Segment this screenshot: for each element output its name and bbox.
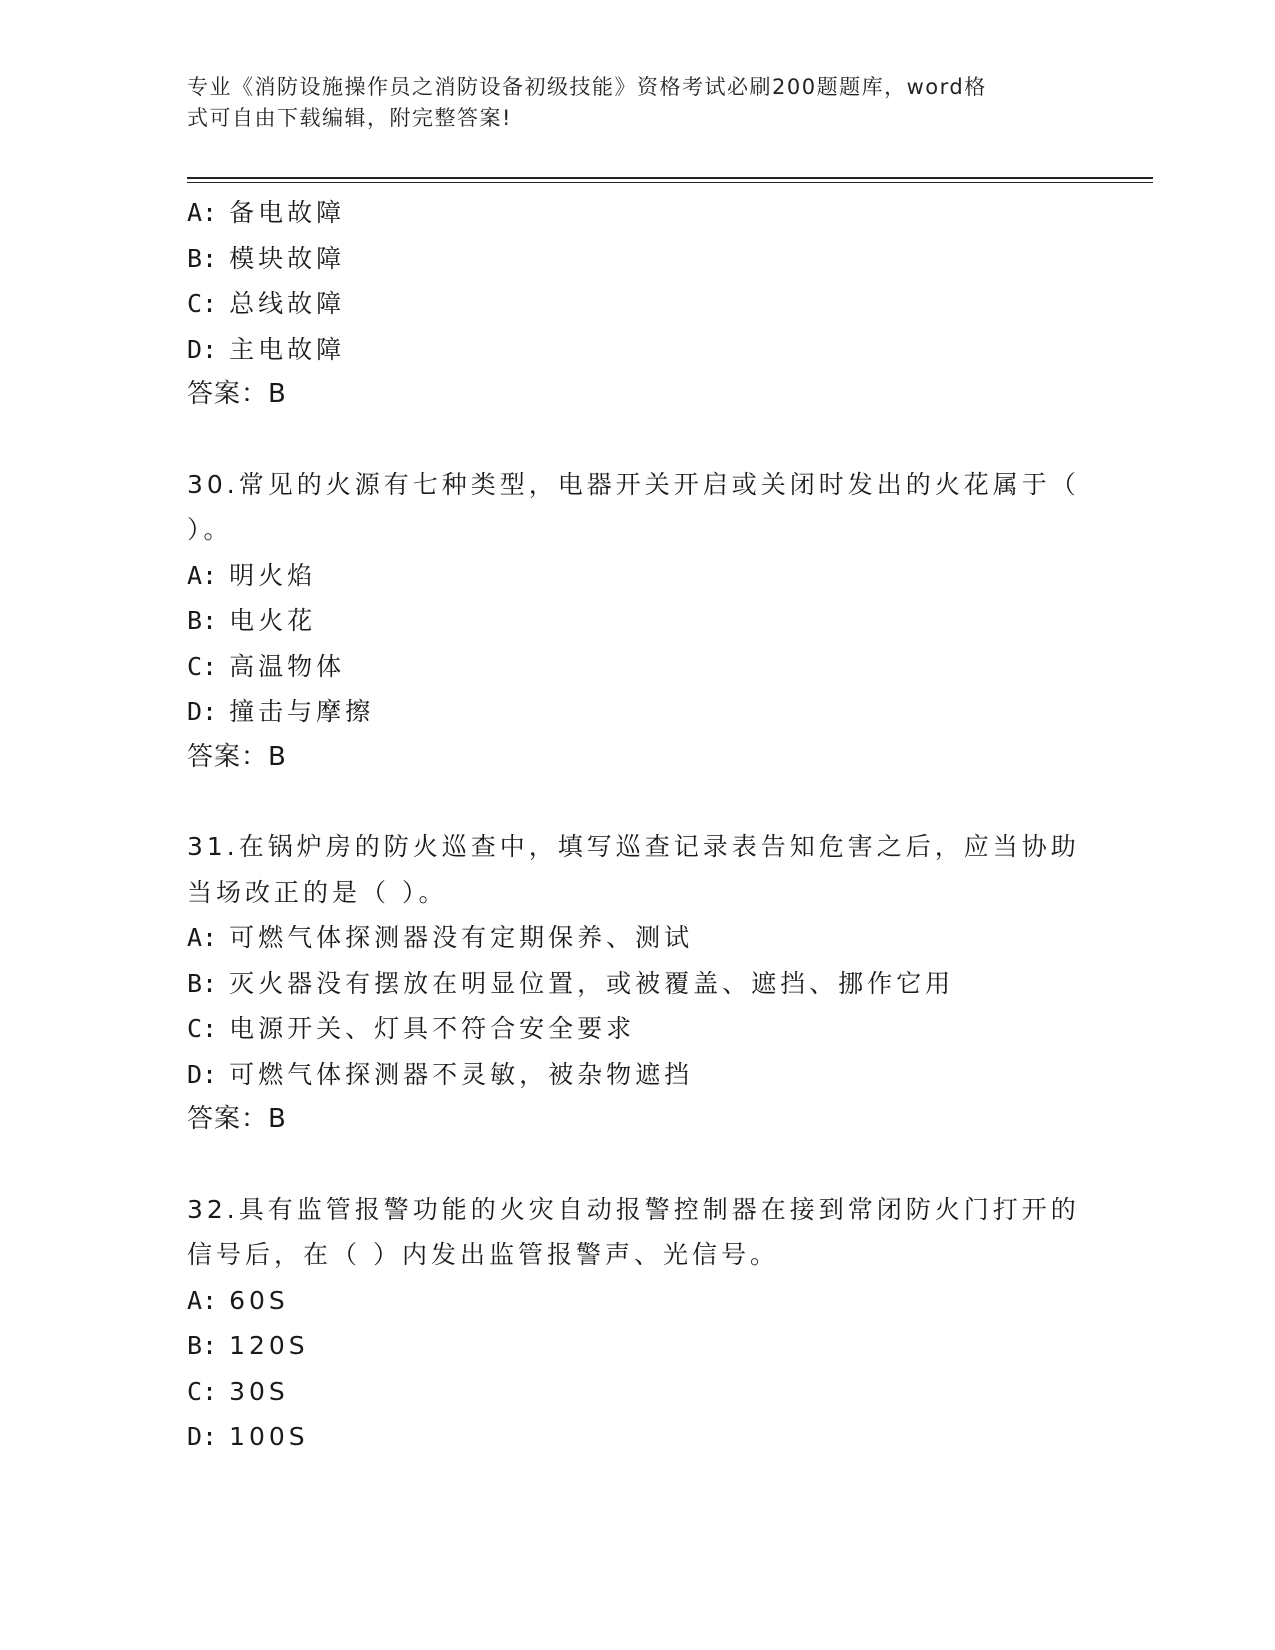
answer: 答案：B — [187, 379, 287, 409]
answer: 答案：B — [187, 741, 287, 772]
question-30 — [187, 462, 1087, 781]
option-d: D: 撞击与摩擦 — [187, 697, 375, 726]
option-a: A: 明火焰 — [187, 560, 317, 590]
question-text-line-1: 31.在锅炉房的防火巡查中，填写巡查记录表告知危害之后，应当协助 — [187, 832, 1080, 861]
document-header — [187, 72, 1067, 134]
question-text-line-2: 信号后，在（ ）内发出监管报警声、光信号。 — [187, 1240, 779, 1269]
question-text-line-1: 32.具有监管报警功能的火灾自动报警控制器在接到常闭防火门打开的 — [187, 1194, 1080, 1224]
question-29-tail — [187, 190, 1087, 418]
header-divider-top — [187, 177, 1153, 179]
header-line-2: 式可自由下载编辑，附完整答案! — [187, 106, 512, 130]
question-text-line-2: 当场改正的是（ ）。 — [187, 877, 448, 907]
option-d: D: 主电故障 — [187, 334, 346, 364]
answer: 答案：B — [187, 1104, 287, 1134]
option-c: C: 高温物体 — [187, 651, 346, 681]
question-text-line-2: ）。 — [187, 515, 233, 544]
question-31 — [187, 824, 1087, 1143]
question-text-line-1: 30.常见的火源有七种类型，电器开关开启或关闭时发出的火花属于（ — [187, 469, 1080, 499]
option-d: D: 100S — [187, 1422, 309, 1451]
question-32 — [187, 1187, 1087, 1460]
option-a: A: 60S — [187, 1285, 289, 1315]
option-c: C: 电源开关、灯具不符合安全要求 — [187, 1014, 636, 1043]
option-c: C: 总线故障 — [187, 289, 346, 318]
option-b: B: 120S — [187, 1331, 309, 1360]
option-a: A: 备电故障 — [187, 198, 346, 227]
option-b: B: 电火花 — [187, 606, 317, 635]
option-b: B: 模块故障 — [187, 243, 346, 273]
header-line-1: 专业《消防设施操作员之消防设备初级技能》资格考试必刷200题题库，word格 — [187, 75, 987, 99]
option-b: B: 灭火器没有摆放在明显位置，或被覆盖、遮挡、挪作它用 — [187, 968, 955, 998]
header-divider-bottom — [187, 182, 1153, 183]
option-d: D: 可燃气体探测器不灵敏，被杂物遮挡 — [187, 1059, 694, 1089]
question-list — [187, 190, 1087, 1460]
option-a: A: 可燃气体探测器没有定期保养、测试 — [187, 923, 694, 952]
option-c: C: 30S — [187, 1376, 289, 1406]
